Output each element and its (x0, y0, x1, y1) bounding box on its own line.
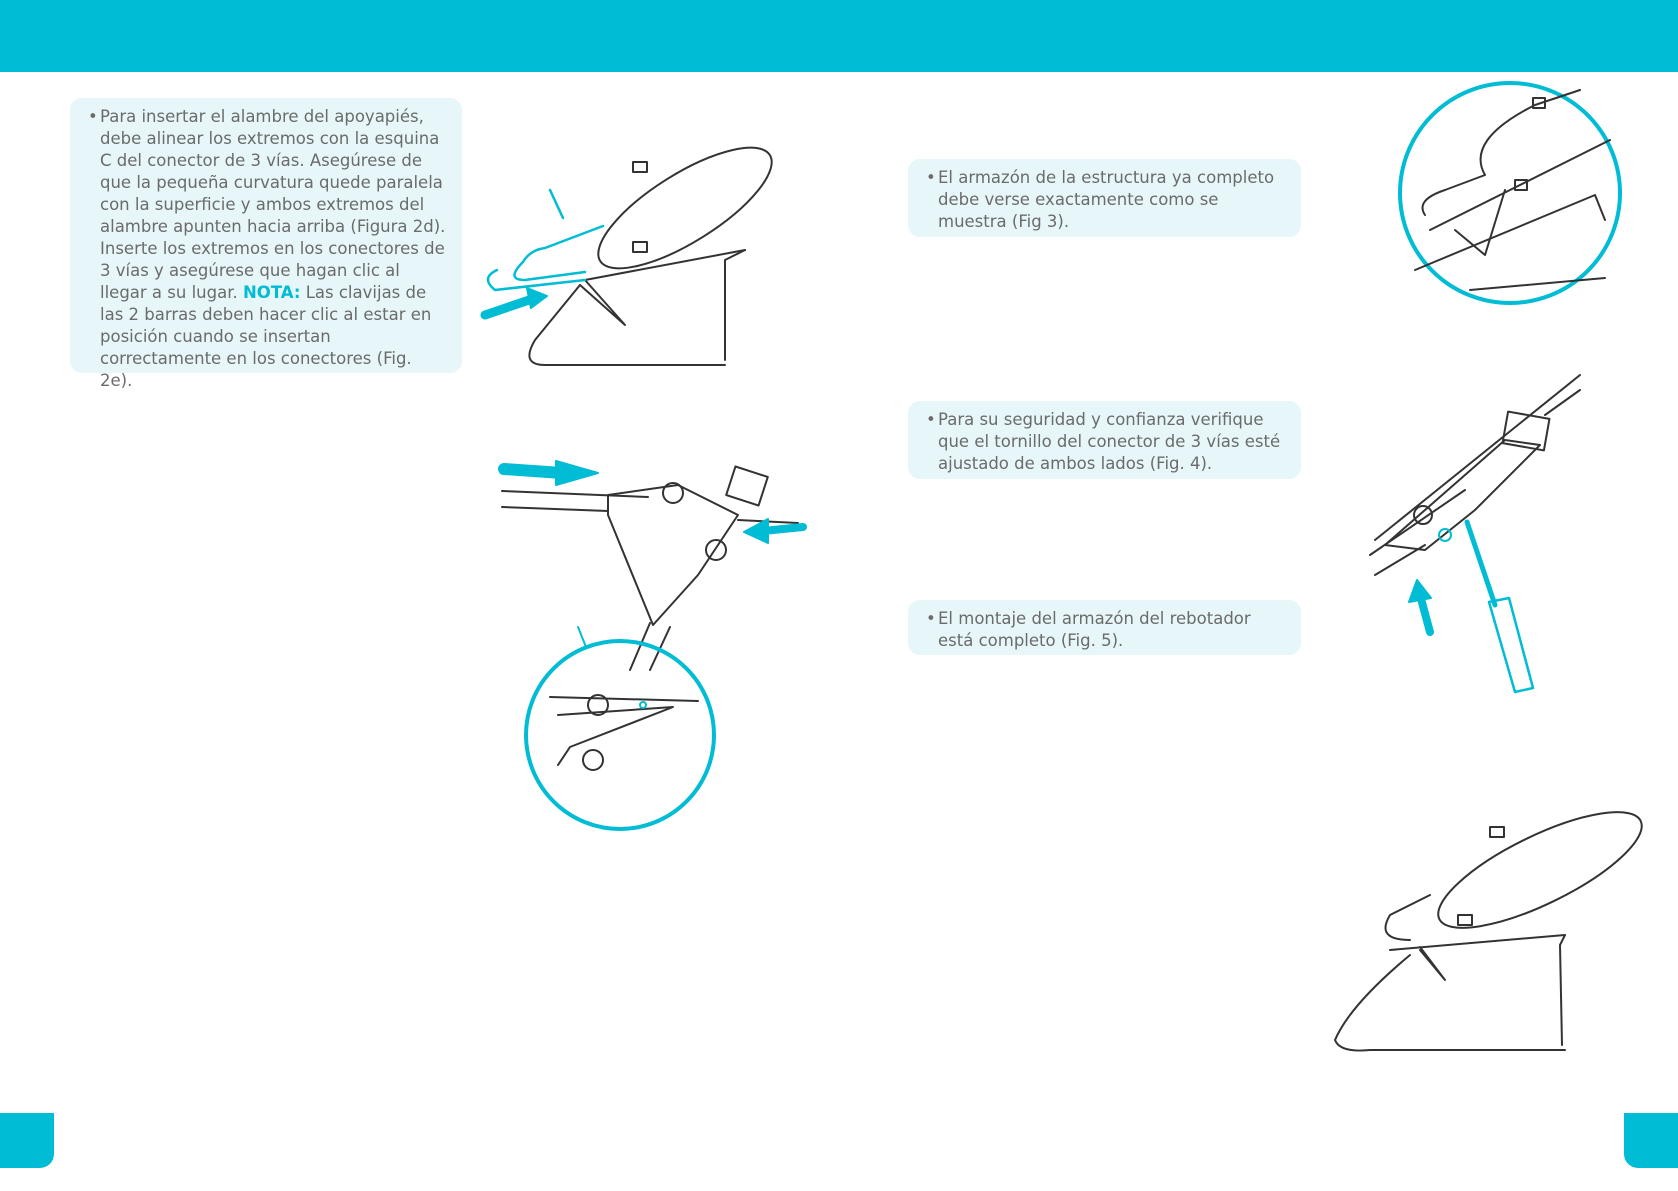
bullet: • (926, 410, 936, 429)
frame-zoom-circle-icon (1395, 80, 1625, 310)
instruction-safety-screw (908, 401, 1301, 479)
header-bar (0, 0, 1678, 72)
bullet: • (926, 168, 936, 187)
screwdriver-tighten-connector-icon (1365, 370, 1595, 700)
instruction-assembly-complete (908, 600, 1301, 655)
instruction-text: Para insertar el alambre del apoyapiés, debe alinear los extremos con la esquina C del conector de 3 vías. Asegúrese de que la pequeña curvatura quede paralela con la superficie y ambos extremos del alambre apunten hacia arriba (Figura 2d). Inserte los extremos en los conectores de 3 vías y asegúrese que hagan clic al llegar a su lugar. (100, 107, 446, 302)
bullet: • (926, 609, 936, 628)
page-tab-right (1624, 1113, 1678, 1168)
bullet: • (88, 107, 98, 126)
note-text: Las clavijas de las 2 barras deben hacer clic al estar en posición cuando se insertan correctamente en los conectores (Fig. 2e). (100, 283, 432, 390)
instruction-text: Para su seguridad y confianza verifique que el tornillo del conector de 3 vías esté ajustado de ambos lados (Fig. 4). (938, 410, 1281, 473)
connector-click-detail-icon (498, 455, 808, 835)
instruction-footrest-wire (70, 98, 462, 390)
page-tab-left (0, 1113, 54, 1168)
instruction-text: El montaje del armazón del rebotador está completo (Fig. 5). (938, 609, 1251, 650)
note-label: NOTA: (242, 283, 301, 302)
bouncer-frame-footrest-wire-icon (475, 130, 815, 380)
complete-bouncer-frame-icon (1330, 795, 1650, 1055)
instruction-frame-complete (908, 159, 1301, 237)
instruction-text: El armazón de la estructura ya completo debe verse exactamente como se muestra (Fig 3). (938, 168, 1275, 231)
